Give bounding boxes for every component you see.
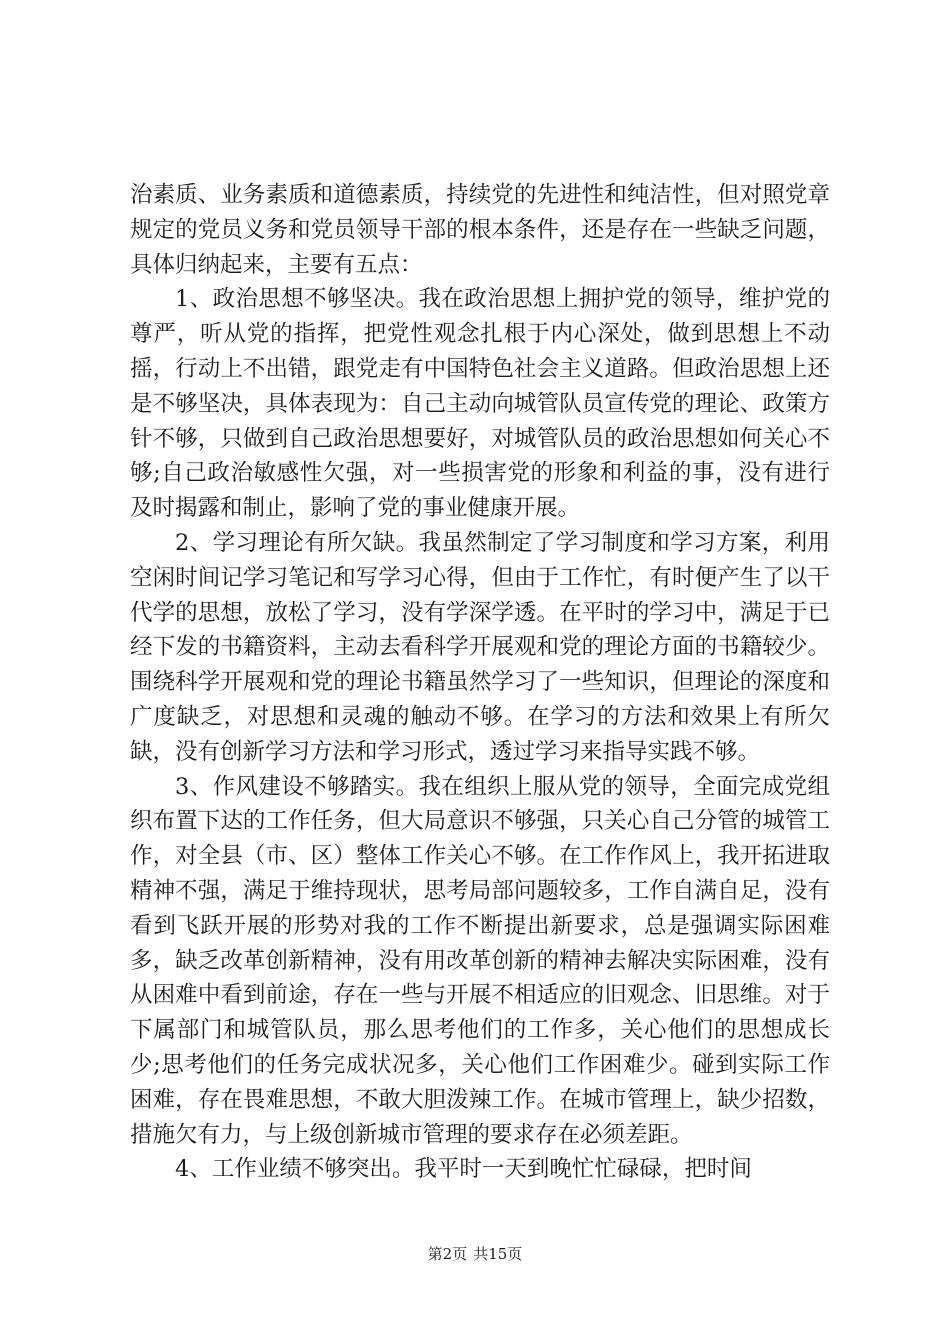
page-total: 共15页 (473, 1245, 523, 1263)
paragraph-point-1: 1、政治思想不够坚决。我在政治思想上拥护党的领导，维护党的尊严，听从党的指挥，把党性观念扎根于内心深处，做到思想上不动摇，行动上不出错，跟党走有中国特色社会主义道路。但政治思想上还是不够坚决，具体表现为：自己主动向城管队员宣传党的理论、政策方针不够，只做到自己政治思想要好，对城管队员的政治思想如何关心不够;自己政治敏感性欠强，对一些损害党的形象和利益的事，没有进行及时揭露和制止，影响了党的事业健康开展。 (130, 286, 830, 522)
page-number: 第2页 (427, 1245, 468, 1263)
page-footer (0, 1243, 950, 1264)
paragraph-point-2: 2、学习理论有所欠缺。我虽然制定了学习制度和学习方案，利用空闲时间记学习笔记和写学习心得，但由于工作忙，有时便产生了以干代学的思想，放松了学习，没有学深学透。在平时的学习中，满足于已经下发的书籍资料，主动去看科学开展观和党的理论方面的书籍较少。围绕科学开展观和党的理论书籍虽然学习了一些知识，但理论的深度和广度缺乏，对思想和灵魂的触动不够。在学习的方法和效果上有所欠缺，没有创新学习方法和学习形式，透过学习来指导实践不够。 (130, 529, 830, 765)
document-body (130, 178, 830, 1187)
paragraph-point-4: 4、工作业绩不够突出。我平时一天到晚忙忙碌碌，把时间 (175, 1156, 752, 1183)
paragraph-continuation: 治素质、业务素质和道德素质，持续党的先进性和纯洁性，但对照党章规定的党员义务和党员领导干部的根本条件，还是存在一些缺乏问题，具体归纳起来，主要有五点： (130, 182, 830, 278)
paragraph-point-3: 3、作风建设不够踏实。我在组织上服从党的领导，全面完成党组织布置下达的工作任务，但大局意识不够强，只关心自己分管的城管工作，对全县（市、区）整体工作关心不够。在工作作风上，我开拓进取精神不强，满足于维持现状，思考局部问题较多，工作自满自足，没有看到飞跃开展的形势对我的工作不断提出新要求，总是强调实际困难多，缺乏改革创新精神，没有用改革创新的精神去解决实际困难，没有从困难中看到前途，存在一些与开展不相适应的旧观念、旧思维。对于下属部门和城管队员，那么思考他们的工作多，关心他们的思想成长少;思考他们的任务完成状况多，关心他们工作困难少。碰到实际工作困难，存在畏难思想，不敢大胆泼辣工作。在城市管理上，缺少招数，措施欠有力，与上级创新城市管理的要求存在必须差距。 (130, 773, 830, 1148)
